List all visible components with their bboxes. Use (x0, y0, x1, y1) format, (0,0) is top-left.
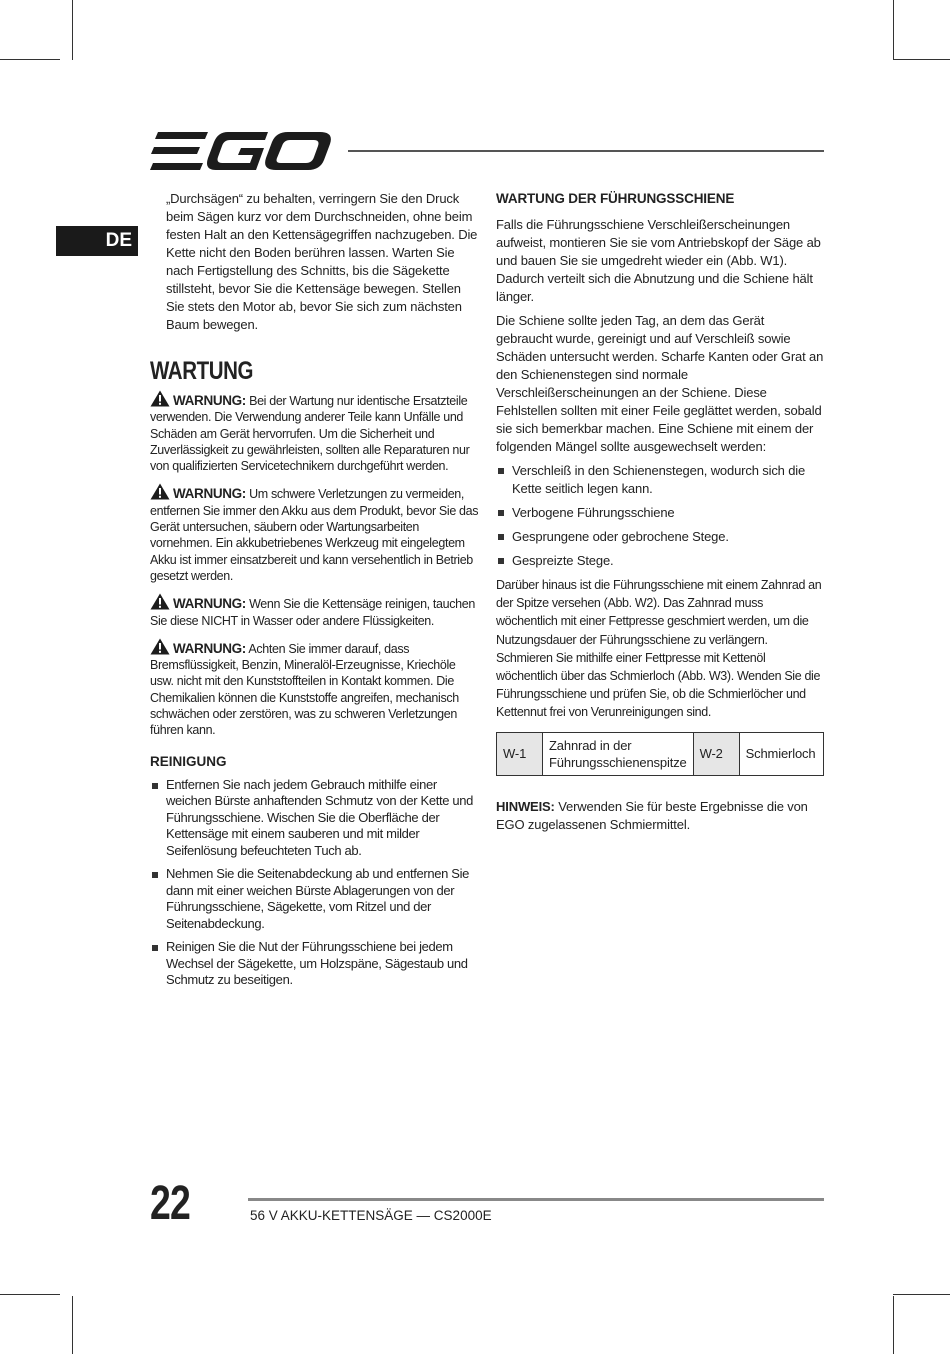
warning-3 (150, 593, 480, 629)
list-item: Verbogene Führungsschiene (496, 504, 824, 522)
crop-mark (893, 1296, 894, 1354)
footer-product: 56 V AKKU-KETTENSÄGE — CS2000E (250, 1208, 492, 1223)
crop-mark (893, 59, 950, 60)
list-item: Gespreizte Stege. (496, 552, 824, 570)
note-text: Verwenden Sie für beste Ergebnisse die von EGO zugelassenen Schmiermittel. (496, 798, 808, 832)
crop-mark (893, 0, 894, 60)
warning-2 (150, 483, 480, 584)
warning-label: WARNUNG: (173, 486, 246, 502)
cleaning-title: REINIGUNG (150, 753, 227, 769)
note (496, 798, 824, 834)
right-column (496, 190, 824, 840)
parts-table (496, 732, 824, 776)
crop-mark (0, 1294, 60, 1295)
table-cell-code: W-2 (693, 732, 739, 775)
warning-icon (150, 483, 170, 500)
header-rule (348, 150, 824, 152)
section-title: WARTUNG (150, 357, 254, 385)
left-column (150, 190, 480, 996)
intro-paragraph: „Durchsägen“ zu behalten, verringern Sie den Druck beim Sägen kurz vor dem Durchschneiden, ohne beim festen Halt an den Kettensägegriffen nachzugeben. Die Kette nicht den Boden berühren lassen. Warten Sie nach Fertigstellung des Schnitts, bis die Sägekette stillsteht, bevor Sie die Kettensäge bewegen. Stellen Sie stets den Motor ab, bevor Sie sich zum nächsten Baum bewegen. (166, 191, 478, 332)
list-item: Gesprungene oder gebrochene Stege. (496, 528, 824, 546)
warning-text: Um schwere Verletzungen zu vermeiden, entfernen Sie immer den Akku aus dem Produkt, bevor Sie das Gerät untersuchen, säubern oder Wartungsarbeiten vornehmen. Ein akkubetriebenes Werkzeug mit eingelegtem Akku ist immer einsatzbereit und kann versehentlich in Betrieb gesetzt werden. (150, 487, 479, 583)
note-label: HINWEIS: (496, 798, 555, 814)
warning-label: WARNUNG: (173, 596, 246, 612)
defect-list (496, 462, 824, 570)
table-row (497, 732, 824, 775)
crop-mark (72, 1296, 73, 1354)
list-item: Reinigen Sie die Nut der Führungsschiene bei jedem Wechsel der Sägekette, um Holzspäne, Sägestaub und Schmutz zu beseitigen. (150, 939, 480, 989)
warning-icon (150, 390, 170, 407)
paragraph: Falls die Führungsschiene Verschleißerscheinungen aufweist, montieren Sie sie vom Antriebskopf der Säge ab und bauen Sie sie umgedreht wieder ein (Abb. W1). Dadurch verteilt sich die Abnutzung und die Schiene hält länger. (496, 217, 821, 304)
list-item: Entfernen Sie nach jedem Gebrauch mithilfe einer weichen Bürste anhaftenden Schmutz von der Kette und Führungsschiene. Wischen Sie die Oberfläche der Kettensäge mit einem sauberen und mit milder Seifenlösung befeuchteten Tuch ab. (150, 777, 480, 860)
warning-icon (150, 638, 170, 655)
warning-4 (150, 638, 480, 739)
guide-bar-title: WARTUNG DER FÜHRUNGSSCHIENE (496, 191, 735, 206)
crop-mark (72, 0, 73, 60)
footer-rule (248, 1198, 824, 1201)
language-tab: DE (56, 226, 138, 256)
warning-text: Wenn Sie die Kettensäge reinigen, tauchen Sie diese NICHT in Wasser oder andere Flüssigkeiten. (150, 597, 475, 628)
paragraph: Darüber hinaus ist die Führungsschiene mit einem Zahnrad an der Spitze versehen (Abb. W2). Das Zahnrad muss wöchentlich mit einer Fettpresse geschmiert werden, um die Nutzungsdauer der Führungsschiene zu verlängern. Schmieren Sie mithilfe einer Fettpresse mit Kettenöl wöchentlich über das Schmierloch (Abb. W3). Wenden Sie die Führungsschiene und prüfen Sie, ob die Schmierlöcher und Kettennut frei von Verunreinigungen sind. (496, 578, 822, 720)
warning-1 (150, 390, 480, 474)
ego-logo (150, 130, 332, 172)
list-item: Verschleiß in den Schienenstegen, wodurch sich die Kette seitlich legen kann. (496, 462, 824, 498)
warning-text: Achten Sie immer darauf, dass Bremsflüssigkeit, Benzin, Mineralöl-Erzeugnisse, Kriechöle usw. nicht mit den Kunststoffteilen in Kontakt kommen. Die Chemikalien können die Kunststoffe angreifen, mechanisch schwächen oder zerstören, was zu schweren Verletzungen führen kann. (150, 641, 459, 738)
table-cell-code: W-1 (497, 732, 543, 775)
crop-mark (893, 1294, 950, 1295)
list-item: Nehmen Sie die Seitenabdeckung ab und entfernen Sie dann mit einer weichen Bürste Ablagerungen von der Führungsschiene, Sägekette, vom Ritzel und der Seitenabdeckung. (150, 866, 480, 932)
warning-label: WARNUNG: (173, 640, 246, 656)
table-cell-desc: Zahnrad in der Führungsschienenspitze (543, 732, 694, 775)
warning-icon (150, 593, 170, 610)
cleaning-list (150, 777, 480, 989)
page-number: 22 (150, 1177, 191, 1230)
warning-text: Bei der Wartung nur identische Ersatzteile verwenden. Die Verwendung anderer Teile kann Unfälle und Schäden am Gerät hervorrufen. Um die Sicherheit und Zuverlässigkeit zu gewährleisten, sollten alle Reparaturen nur von qualifizierten Servicetechnikern durchgeführt werden. (150, 394, 470, 474)
crop-mark (0, 59, 60, 60)
warning-label: WARNUNG: (173, 393, 246, 408)
paragraph: Die Schiene sollte jeden Tag, an dem das Gerät gebraucht wurde, gereinigt und auf Verschleiß sowie Schäden untersucht werden. Scharfe Kanten oder Grat an den Schienenstegen sind normale Verschleißerscheinungen an der Schiene. Diese Fehlstellen sollten mit einer Feile geglättet werden, sobald sie sich bemerkbar machen. Eine Schiene mit einem der folgenden Mängel sollte ausgewechselt werden: (496, 313, 824, 454)
table-cell-desc: Schmierloch (739, 732, 823, 775)
